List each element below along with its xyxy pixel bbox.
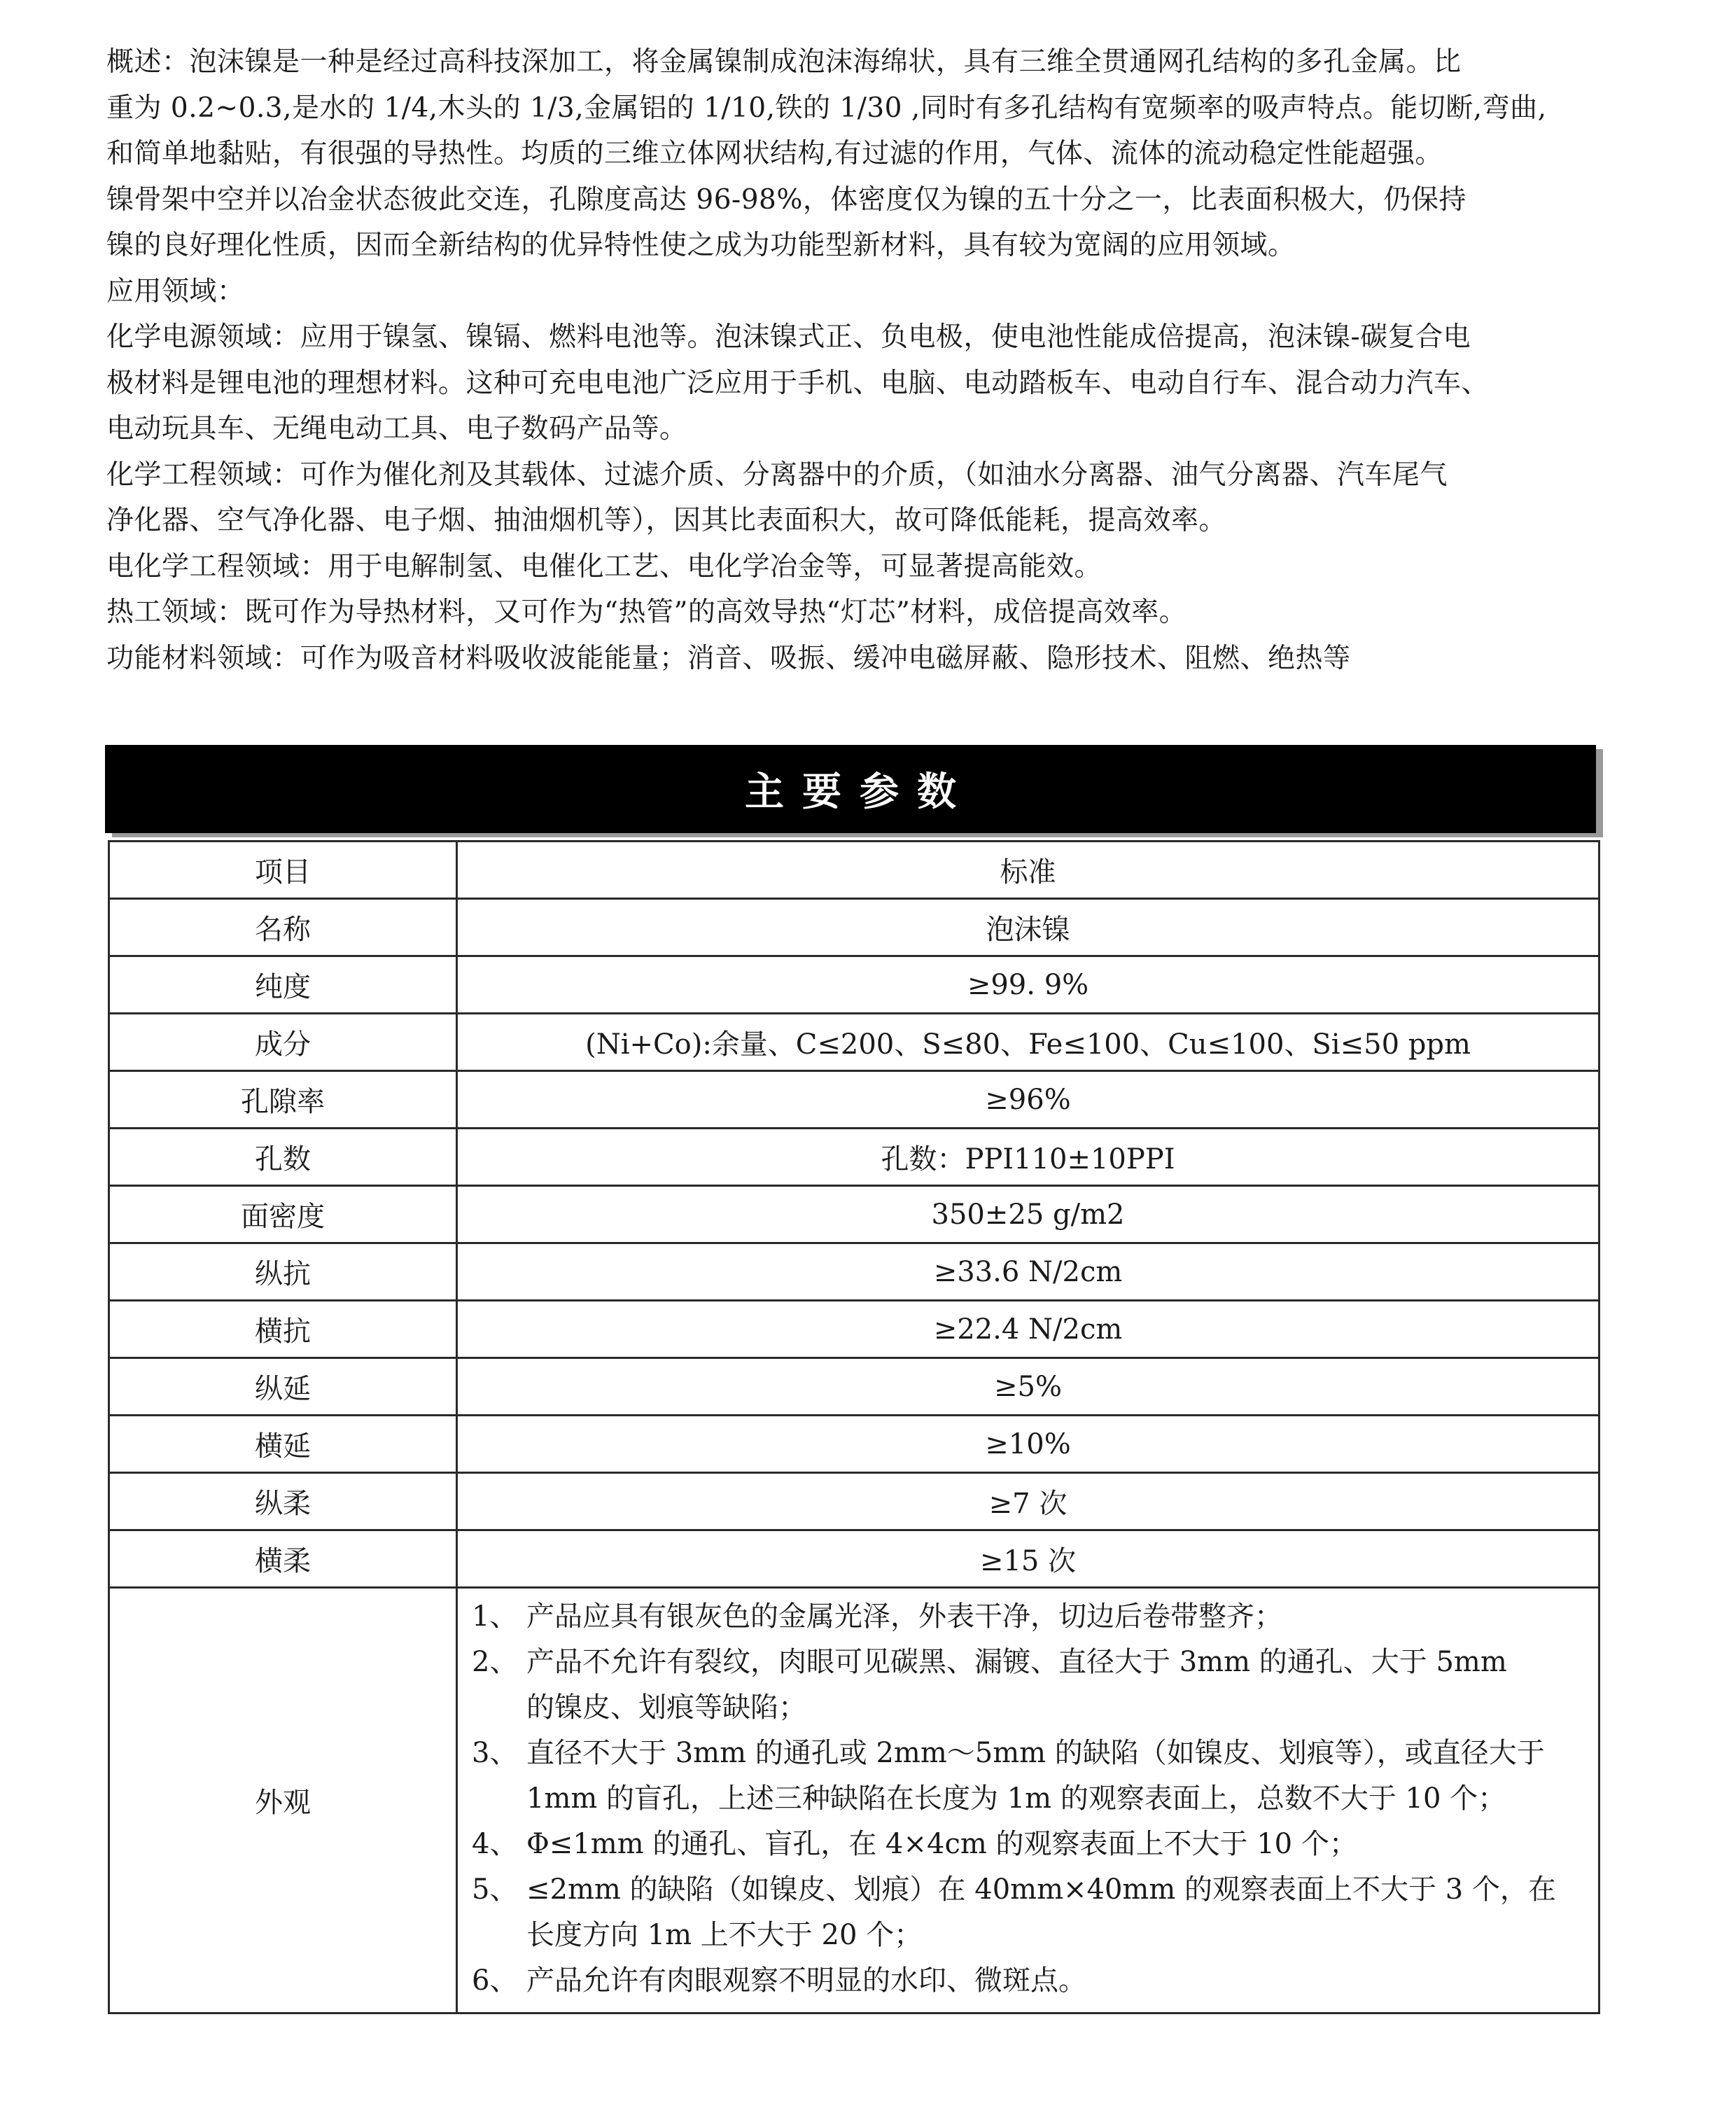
appearance-point-text — [526, 1958, 1584, 2004]
appearance-point-line: 长度方向 1m 上不大于 20 个； — [526, 1919, 923, 1951]
intro-line: 化学电源领域：应用于镍氢、镍镉、燃料电池等。泡沫镍式正、负电极，使电池性能成倍提高，泡沫镍-碳复合电 — [106, 321, 1471, 353]
appearance-point-number: 4、 — [472, 1828, 518, 1860]
appearance-point — [472, 1640, 1584, 1731]
appearance-item-cell: 外观 — [109, 1588, 457, 2013]
appearance-point-text — [526, 1640, 1584, 1731]
row-value-cell: ≥96% — [457, 1071, 1600, 1129]
table-row — [109, 1014, 1600, 1071]
intro-line: 功能材料领域：可作为吸音材料吸收波能能量；消音、吸振、缓冲电磁屏蔽、隐形技术、阻燃、绝热等 — [106, 642, 1351, 674]
row-value-cell: ≥10% — [457, 1416, 1600, 1473]
appearance-point-line: 产品不允许有裂纹，肉眼可见碳黑、漏镀、直径大于 3mm 的通孔、大于 5mm — [526, 1646, 1507, 1678]
table-row — [109, 1530, 1600, 1588]
appearance-row — [109, 1588, 1600, 2013]
appearance-point-line: 直径不大于 3mm 的通孔或 2mm～5mm 的缺陷（如镍皮、划痕等），或直径大于 — [526, 1737, 1545, 1769]
appearance-point-text — [526, 1594, 1584, 1640]
section-header-bar — [105, 745, 1596, 833]
row-item-cell: 成分 — [109, 1014, 457, 1071]
parameters-table — [108, 840, 1600, 2014]
header-standard-cell: 标准 — [457, 842, 1600, 899]
intro-line: 和简单地黏贴，有很强的导热性。均质的三维立体网状结构,有过滤的作用，气体、流体的流动稳定性能超强。 — [106, 138, 1443, 169]
intro-line: 电动玩具车、无绳电动工具、电子数码产品等。 — [106, 413, 687, 445]
row-value-cell: ≥7 次 — [457, 1473, 1600, 1530]
row-item-cell: 横抗 — [109, 1301, 457, 1358]
table-row — [109, 1129, 1600, 1186]
appearance-point — [472, 1594, 1584, 1640]
row-item-cell: 纯度 — [109, 956, 457, 1014]
table-row — [109, 1186, 1600, 1243]
row-value-cell: ≥22.4 N/2cm — [457, 1301, 1600, 1358]
row-item-cell: 孔数 — [109, 1129, 457, 1186]
intro-line: 化学工程领域：可作为催化剂及其载体、过滤介质、分离器中的介质，（如油水分离器、油气分离器、汽车尾气 — [106, 459, 1448, 491]
row-item-cell: 横柔 — [109, 1530, 457, 1588]
row-value-cell: ≥99. 9% — [457, 956, 1600, 1014]
table-row — [109, 1301, 1600, 1358]
application-fields-heading: 应用领域： — [106, 275, 245, 307]
intro-line: 镍骨架中空并以冶金状态彼此交连，孔隙度高达 96-98%，体密度仅为镍的五十分之一，比表面积极大，仍保持 — [106, 183, 1466, 216]
table-row — [109, 1358, 1600, 1416]
row-item-cell: 横延 — [109, 1416, 457, 1473]
appearance-point-number: 2、 — [472, 1646, 518, 1678]
appearance-point — [472, 1867, 1584, 1958]
appearance-point — [472, 1958, 1584, 2004]
appearance-point-number: 5、 — [472, 1873, 518, 1906]
table-row — [109, 1473, 1600, 1530]
appearance-point-line: 的镍皮、划痕等缺陷； — [526, 1691, 806, 1724]
row-value-cell: 孔数：PPI110±10PPI — [457, 1129, 1600, 1186]
intro-line: 镍的良好理化性质，因而全新结构的优异特性使之成为功能型新材料，具有较为宽阔的应用领域。 — [106, 230, 1296, 261]
appearance-point-text — [526, 1731, 1584, 1822]
appearance-point — [472, 1822, 1584, 1867]
intro-line: 概述：泡沫镍是一种是经过高科技深加工，将金属镍制成泡沫海绵状，具有三维全贯通网孔结构的多孔金属。比 — [106, 46, 1462, 78]
appearance-point — [472, 1731, 1584, 1822]
appearance-point-line: 产品应具有银灰色的金属光泽，外表干净，切边后卷带整齐； — [526, 1600, 1282, 1633]
appearance-point-line: ≤2mm 的缺陷（如镍皮、划痕）在 40mm×40mm 的观察表面上不大于 3 个，在 — [526, 1873, 1556, 1906]
intro-line: 极材料是锂电池的理想材料。这种可充电电池广泛应用于手机、电脑、电动踏板车、电动自行车、混合动力汽车、 — [106, 367, 1490, 399]
table-row — [109, 1071, 1600, 1129]
row-item-cell: 名称 — [109, 899, 457, 956]
row-value-cell: 泡沫镍 — [457, 899, 1600, 956]
intro-line: 电化学工程领域：用于电解制氢、电催化工艺、电化学冶金等，可显著提高能效。 — [106, 550, 1102, 582]
row-item-cell: 纵柔 — [109, 1473, 457, 1530]
appearance-requirements-cell — [457, 1588, 1600, 2013]
appearance-point-text — [526, 1822, 1584, 1867]
appearance-point-number: 1、 — [472, 1600, 518, 1633]
row-value-cell: (Ni+Co):余量、C≤200、S≤80、Fe≤100、Cu≤100、Si≤50 ppm — [457, 1014, 1600, 1071]
row-value-cell: ≥15 次 — [457, 1530, 1600, 1588]
appearance-point-line: 1mm 的盲孔，上述三种缺陷在长度为 1m 的观察表面上，总数不大于 10 个； — [526, 1782, 1506, 1815]
header-item-cell: 项目 — [109, 842, 457, 899]
appearance-point-line: 产品允许有肉眼观察不明显的水印、微斑点。 — [526, 1964, 1086, 1997]
appearance-point-text — [526, 1867, 1584, 1958]
section-title: 主要参数 — [745, 769, 974, 815]
appearance-point-number: 3、 — [472, 1737, 518, 1769]
intro-text-block — [106, 39, 1604, 681]
row-item-cell: 孔隙率 — [109, 1071, 457, 1129]
table-row — [109, 1243, 1600, 1301]
intro-line: 重为 0.2~0.3,是水的 1/4,木头的 1/3,金属铝的 1/10,铁的 1/30 ,同时有多孔结构有宽频率的吸声特点。能切断,弯曲, — [106, 92, 1547, 124]
table-row — [109, 956, 1600, 1014]
intro-line: 热工领域：既可作为导热材料，又可作为“热管”的高效导热“灯芯”材料，成倍提高效率。 — [106, 596, 1187, 628]
row-value-cell: 350±25 g/m2 — [457, 1186, 1600, 1243]
row-item-cell: 面密度 — [109, 1186, 457, 1243]
row-value-cell: ≥33.6 N/2cm — [457, 1243, 1600, 1301]
table-row — [109, 1416, 1600, 1473]
row-item-cell: 纵延 — [109, 1358, 457, 1416]
row-value-cell: ≥5% — [457, 1358, 1600, 1416]
intro-line: 净化器、空气净化器、电子烟、抽油烟机等），因其比表面积大，故可降低能耗，提高效率。 — [106, 505, 1227, 536]
appearance-point-number: 6、 — [472, 1964, 518, 1997]
table-row — [109, 899, 1600, 956]
appearance-point-line: Φ≤1mm 的通孔、盲孔，在 4×4cm 的观察表面上不大于 10 个； — [526, 1828, 1357, 1860]
table-header-row — [109, 842, 1600, 899]
row-item-cell: 纵抗 — [109, 1243, 457, 1301]
